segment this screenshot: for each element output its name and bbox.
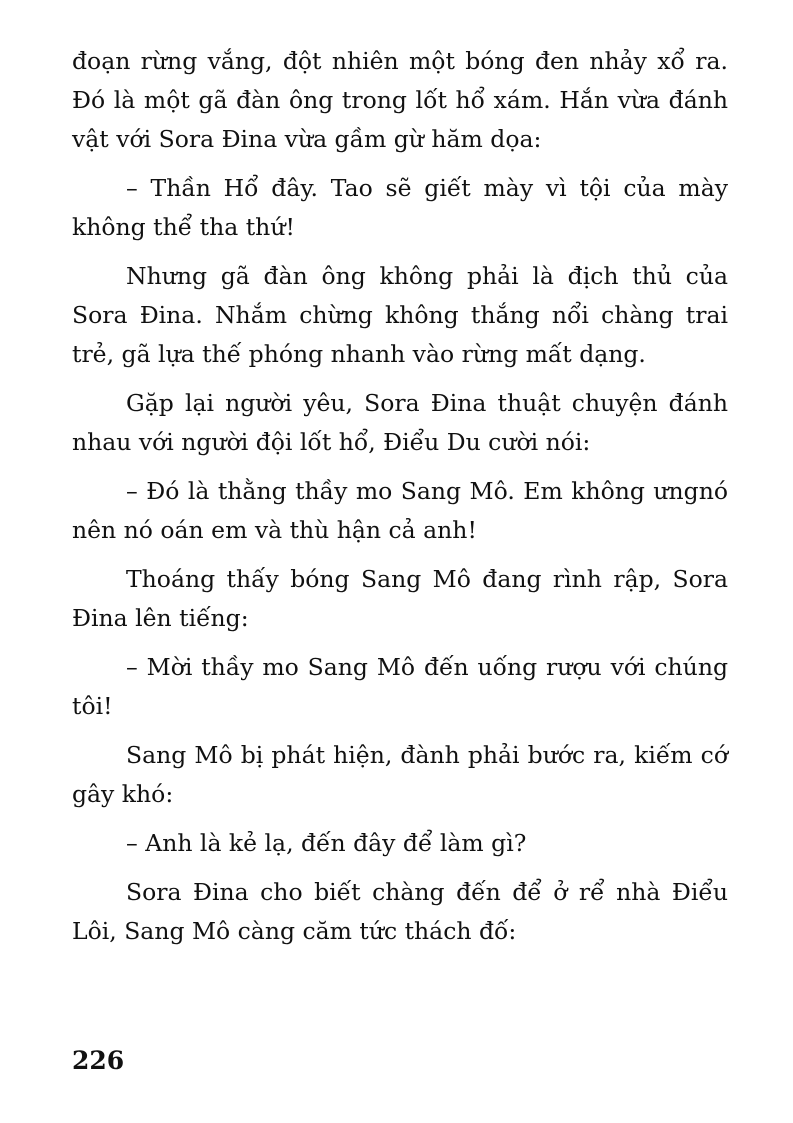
paragraph-4: Gặp lại người yêu, Sora Đina thuật chuyện đánh nhau với người đội lốt hổ, Điểu Du cười nói: [72,389,728,456]
paragraph-7: – Mời thầy mo Sang Mô đến uống rượu với chúng tôi! [72,653,728,720]
paragraph-10: Sora Đina cho biết chàng đến để ở rể nhà Điểu Lôi, Sang Mô càng căm tức thách đố: [72,878,728,945]
paragraph-3: Nhưng gã đàn ông không phải là địch thủ của Sora Đina. Nhắm chừng không thắng nổi chàng trai trẻ, gã lựa thế phóng nhanh vào rừng mất dạng. [72,262,728,368]
paragraph-9: – Anh là kẻ lạ, đến đây để làm gì? [126,829,527,857]
paragraph-8: Sang Mô bị phát hiện, đành phải bước ra, kiếm cớ gây khó: [72,741,728,808]
paragraph-2: – Thần Hổ đây. Tao sẽ giết mày vì tội của mày không thể tha thứ! [72,174,728,241]
paragraph-1: đoạn rừng vắng, đột nhiên một bóng đen nhảy xổ ra. Đó là một gã đàn ông trong lốt hổ xám. Hắn vừa đánh vật với Sora Đina vừa gầm gừ hăm dọa: [72,47,728,153]
page-number: 226 [72,1046,125,1075]
paragraph-6: Thoáng thấy bóng Sang Mô đang rình rập, Sora Đina lên tiếng: [72,565,728,632]
page-body [72,42,728,961]
paragraph-5: – Đó là thằng thầy mo Sang Mô. Em không ưngnó nên nó oán em và thù hận cả anh! [72,477,728,544]
